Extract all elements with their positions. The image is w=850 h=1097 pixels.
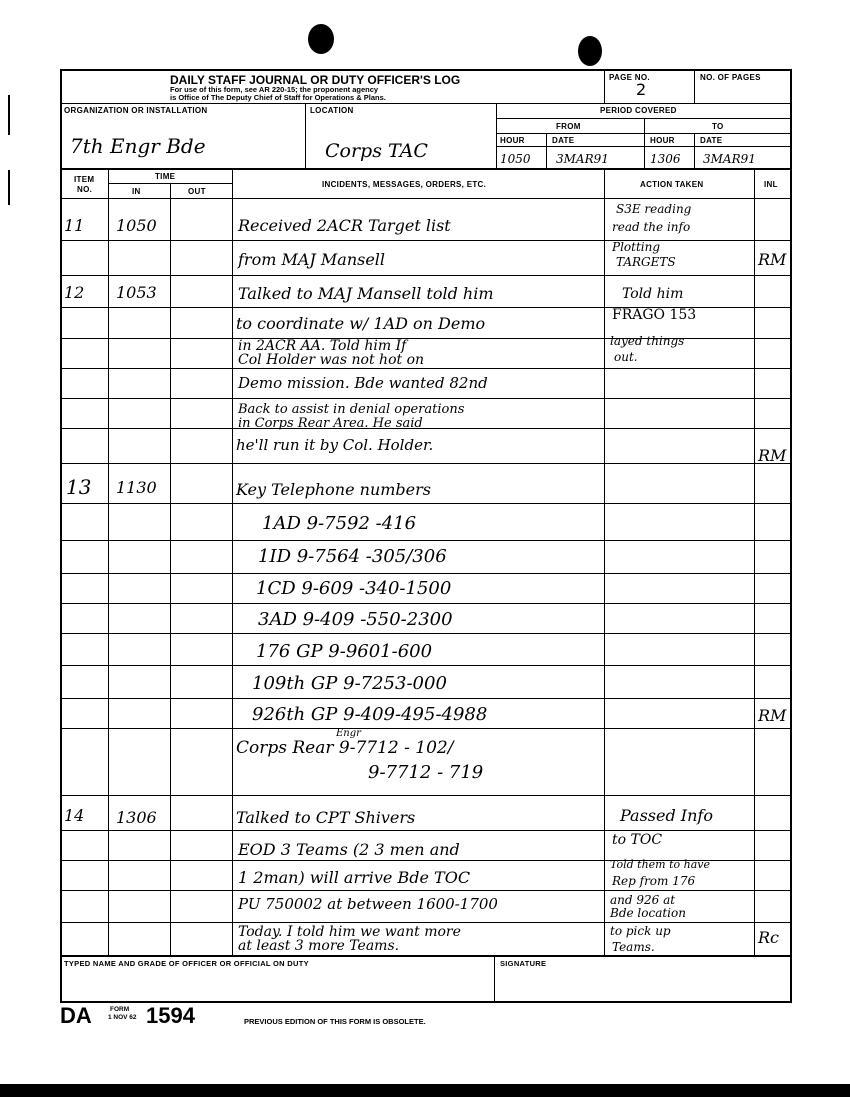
to-hour-label: HOUR <box>650 136 675 145</box>
entry-11-action-2: read the info <box>612 220 691 234</box>
punch-hole-right <box>578 36 602 66</box>
time-out-label: OUT <box>188 187 206 196</box>
entry-12-line-4: Col Holder was not hot on <box>238 352 425 368</box>
entry-14-action-4: Rep from 176 <box>612 874 696 888</box>
entry-13-line-5: 3AD 9-409 -550-2300 <box>258 609 453 630</box>
time-label: TIME <box>155 172 176 181</box>
entry-13-initials: RM <box>758 706 787 725</box>
org-value: 7th Engr Bde <box>70 134 206 158</box>
entry-12-line-8: he'll run it by Col. Holder. <box>236 436 434 454</box>
entry-13-line-3: 1ID 9-7564 -305/306 <box>258 546 447 567</box>
entry-14-line-1: Talked to CPT Shivers <box>236 808 416 827</box>
entry-11-line-2: from MAJ Mansell <box>238 250 386 269</box>
entry-12-action-1: Told him <box>622 286 684 302</box>
entry-12-line-6: Back to assist in denial operations <box>238 402 465 417</box>
entry-14-action-1: Passed Info <box>620 806 713 825</box>
entry-14-time-in: 1306 <box>116 808 157 827</box>
entry-12-time-in: 1053 <box>116 283 157 302</box>
entry-11-line-1: Received 2ACR Target list <box>238 216 451 235</box>
entry-13-line-2: 1AD 9-7592 -416 <box>262 513 417 534</box>
margin-mark <box>8 170 10 205</box>
from-label: FROM <box>556 122 581 131</box>
entry-11-item-no: 11 <box>64 216 85 235</box>
entry-12-line-3: in 2ACR AA. Told him If <box>238 338 407 354</box>
action-taken-label: ACTION TAKEN <box>640 180 704 189</box>
entry-14-action-2: to TOC <box>612 832 663 848</box>
entry-12-line-5: Demo mission. Bde wanted 82nd <box>238 374 488 392</box>
entry-12-line-2: to coordinate w/ 1AD on Demo <box>236 314 486 333</box>
location-label: LOCATION <box>310 106 354 115</box>
typed-name-label: TYPED NAME AND GRADE OF OFFICER OR OFFICIAL ON DUTY <box>64 959 309 968</box>
form-title: DAILY STAFF JOURNAL OR DUTY OFFICER'S LOG <box>170 73 461 87</box>
entry-12-line-1: Talked to MAJ Mansell told him <box>238 284 494 303</box>
margin-mark <box>8 95 10 135</box>
entry-14-action-8: Teams. <box>612 940 655 954</box>
entry-14-line-6: at least 3 more Teams. <box>238 938 400 954</box>
form-subtitle-1: For use of this form, see AR 220-15; the proponent agency <box>170 85 379 94</box>
entry-14-action-7: to pick up <box>610 924 671 938</box>
from-date-value: 3MAR91 <box>556 152 609 166</box>
time-in-label: IN <box>132 187 141 196</box>
to-label: TO <box>712 122 724 131</box>
entry-13-line-4: 1CD 9-609 -340-1500 <box>256 578 452 599</box>
from-date-label: DATE <box>552 136 575 145</box>
footer-note: PREVIOUS EDITION OF THIS FORM IS OBSOLETE. <box>244 1017 426 1026</box>
entry-11-time-in: 1050 <box>116 216 157 235</box>
entry-14-action-3: Told them to have <box>610 858 711 871</box>
to-date-label: DATE <box>700 136 723 145</box>
entry-12-line-7: in Corps Rear Area. He said <box>238 416 423 431</box>
entry-11-action-4: TARGETS <box>616 255 676 269</box>
entry-13-line-7: 109th GP 9-7253-000 <box>252 673 447 694</box>
entry-11-action-3: Plotting <box>612 240 661 254</box>
entry-12-action-4: out. <box>614 350 638 364</box>
entry-14-line-2: EOD 3 Teams (2 3 men and <box>238 840 460 859</box>
signature-label: SIGNATURE <box>500 959 547 968</box>
footer-form-number: 1594 <box>146 1003 195 1028</box>
no-of-pages-label: NO. OF PAGES <box>700 73 761 82</box>
to-date-value: 3MAR91 <box>703 152 756 166</box>
footer-form-date: 1 NOV 62 <box>108 1014 137 1021</box>
entry-14-line-5: Today. I told him we want more <box>238 924 461 940</box>
entry-13-line-9: Corps Rear 9-7712 - 102/ <box>236 738 454 758</box>
entry-12-action-3: layed things <box>610 334 685 348</box>
footer-da: DA <box>60 1003 92 1028</box>
from-hour-label: HOUR <box>500 136 525 145</box>
punch-hole-left <box>308 24 334 54</box>
entry-14-initials: Rc <box>758 928 780 947</box>
item-no-label-2: NO. <box>77 185 93 194</box>
entry-14-line-3: 1 2man) will arrive Bde TOC <box>238 868 471 887</box>
entry-12-initials: RM <box>758 446 787 465</box>
entry-14-item-no: 14 <box>64 806 85 825</box>
entry-11-initials: RM <box>758 250 787 269</box>
page-no-value: 2 <box>636 80 647 99</box>
org-label: ORGANIZATION OR INSTALLATION <box>64 106 208 115</box>
entry-13-line-10: 9-7712 - 719 <box>368 762 484 783</box>
entry-13-item-no: 13 <box>66 475 92 499</box>
entry-14-action-6: Bde location <box>610 906 686 920</box>
entry-12-action-2: FRAGO 153 <box>612 307 697 323</box>
entry-13-line-1: Key Telephone numbers <box>236 480 431 499</box>
footer-form-label: FORM <box>110 1006 130 1013</box>
location-value: Corps TAC <box>325 140 428 162</box>
incidents-label: INCIDENTS, MESSAGES, ORDERS, ETC. <box>322 180 487 189</box>
initials-label: INL <box>764 180 778 189</box>
form-subtitle-2: is Office of The Deputy Chief of Staff for Operations & Plans. <box>170 93 386 102</box>
entry-14-line-4: PU 750002 at between 1600-1700 <box>238 895 498 913</box>
entry-12-item-no: 12 <box>64 283 85 302</box>
entry-13-line-6: 176 GP 9-9601-600 <box>256 641 433 662</box>
page-no-label: PAGE NO. <box>609 73 650 82</box>
page-edge <box>0 1084 850 1097</box>
item-no-label: ITEM <box>74 175 95 184</box>
from-hour-value: 1050 <box>500 152 531 166</box>
entry-13-line-9-superscript: Engr <box>336 728 361 739</box>
entry-11-action-1: S3E reading <box>616 202 692 216</box>
to-hour-value: 1306 <box>650 152 681 166</box>
entry-13-time-in: 1130 <box>116 478 157 497</box>
entry-13-line-8: 926th GP 9-409-495-4988 <box>252 704 488 725</box>
entry-14-action-5: and 926 at <box>610 893 676 907</box>
period-covered-label: PERIOD COVERED <box>600 106 677 115</box>
